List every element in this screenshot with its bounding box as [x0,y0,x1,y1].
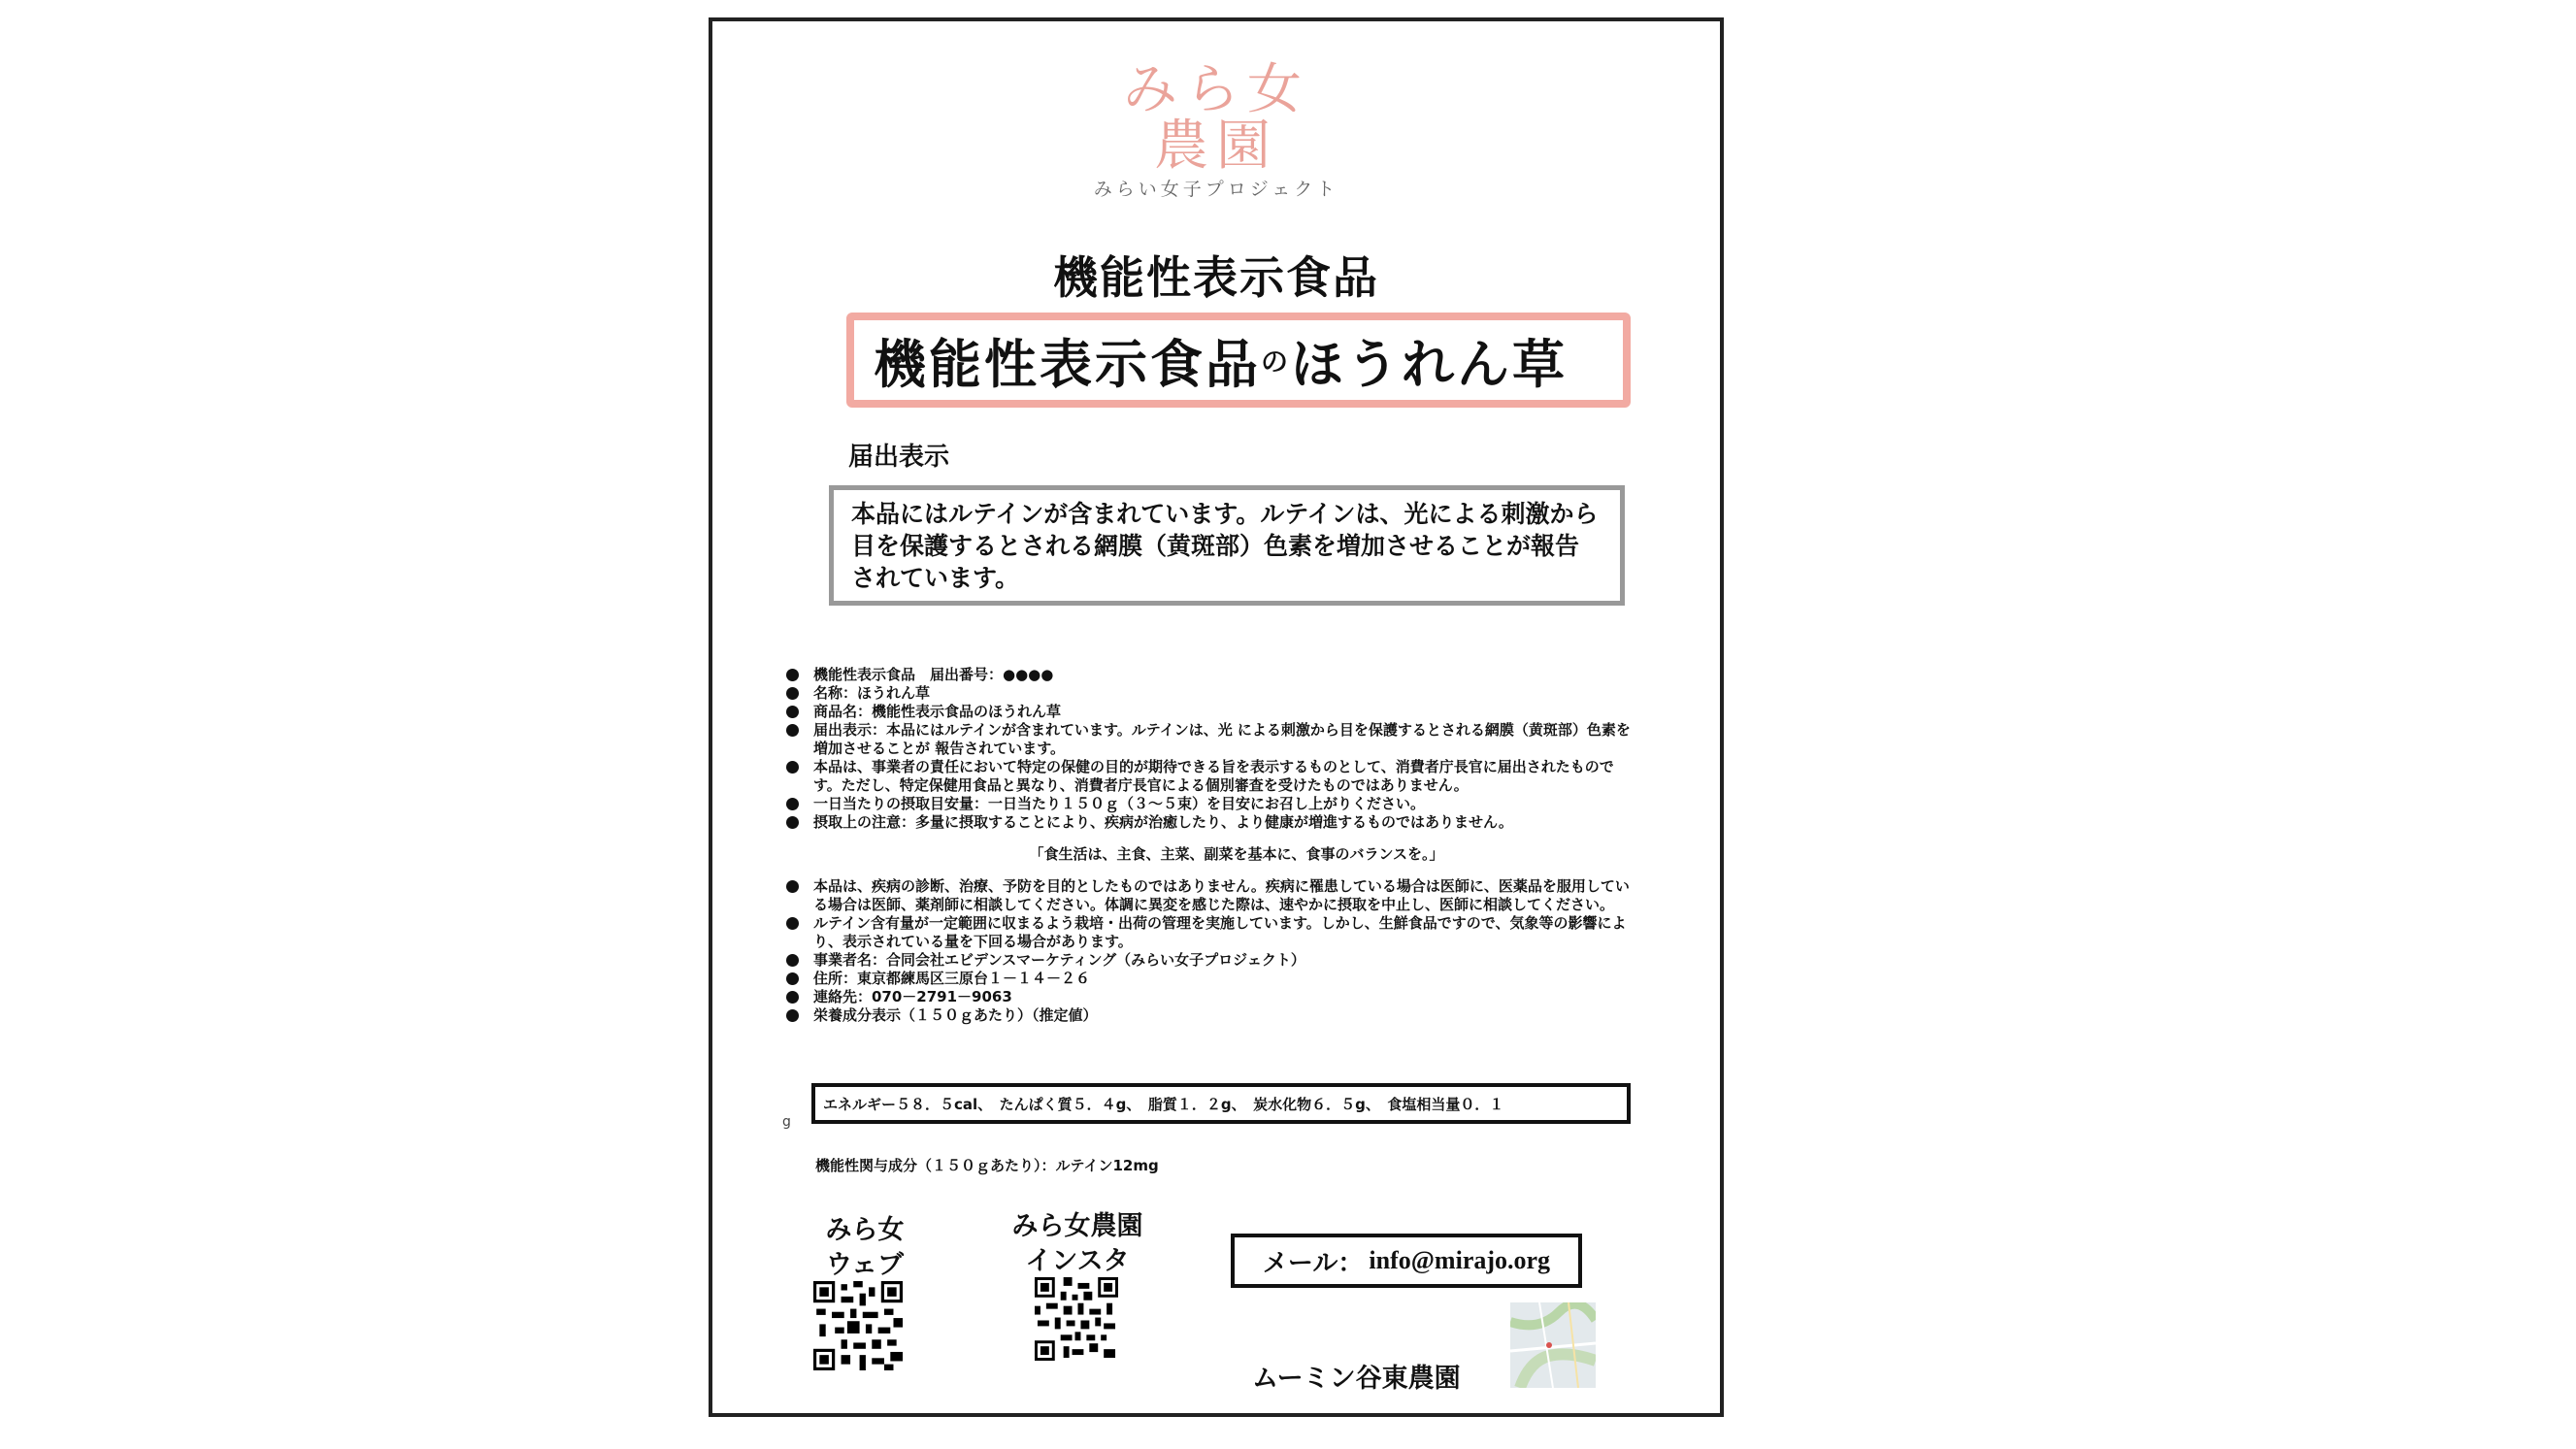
list-item: 届出表示：本品にはルテインが含まれています。ルテインは、光 による刺激から目を保護するとされる網膜（黄斑部）色素を増加させることが 報告されています。 [780,721,1635,758]
qr-insta-code[interactable] [1035,1277,1118,1361]
list-item: 本品は、事業者の責任において特定の保健の目的が期待できる旨を表示するものとして、消費者庁長官に届出されたものです。ただし、特定保健用食品と異なり、消費者庁長官による個別審査を受けたものではありません。 [780,758,1635,795]
list-item: 栄養成分表示（１５０ｇあたり）（推定値） [780,1006,1635,1025]
logo-line1: みら女 [1123,58,1309,121]
bullet-icon [786,798,799,810]
list-item: 一日当たりの摂取目安量：一日当たり１５０ｇ（３～５束）を目安にお召し上がりください。 [780,795,1635,813]
notification-label: 届出表示 [848,443,950,472]
bullet-icon [786,991,799,1004]
qr-web-code[interactable] [813,1281,903,1370]
list-item: 事業者名：合同会社エビデンスマーケティング（みらい女子プロジェクト） [780,951,1635,970]
product-title-name: ほうれん草 [1291,333,1569,395]
nutrition-box [811,1083,1631,1124]
list-item: 連絡先：070－2791－9063 [780,988,1635,1006]
bullet-icon [786,724,799,737]
qr-code-icon [813,1281,903,1370]
bullet-icon [786,816,799,829]
list-item: 本品は、疾病の診断、治療、予防を目的としたものではありません。疾病に罹患している場合は医師に、医薬品を服用している場合は医師、薬剤師に相談してください。体調に異変を感じた際は、速やかに摂取を中止し、医師に相談してください。 [780,877,1635,914]
bullet-icon [786,687,799,700]
mail-label: メール： [1262,1248,1364,1278]
tagline: 「食生活は、主食、主菜、副菜を基本に、食事のバランスを。」 [1029,845,1444,863]
mail-address[interactable]: info@mirajo.org [1369,1246,1551,1274]
label-sheet [709,17,1724,1417]
bullet-icon [786,761,799,774]
map-thumbnail[interactable] [1510,1302,1596,1388]
bullet-icon [786,706,799,718]
list-item: ルテイン含有量が一定範囲に収まるよう栽培・出荷の管理を実施しています。しかし、生鮮食品ですので、気象等の影響により、表示されている量を下回る場合があります。 [780,914,1635,951]
product-title-particle: の [1261,346,1292,378]
nutrition-text: エネルギー５８．５cal、 たんぱく質５．４g、 脂質１．２g、 炭水化物６．５g、 食塩相当量０．１ [823,1095,1504,1113]
map-icon [1510,1302,1596,1388]
info-list [780,666,1635,1025]
qr-code-icon [1035,1277,1118,1361]
list-item: 商品名：機能性表示食品のほうれん草 [780,703,1635,721]
bullet-icon [786,954,799,967]
product-title-box [846,313,1631,408]
list-item: 摂取上の注意：多量に摂取することにより、疾病が治癒したり、より健康が増進するものではありません。 [780,813,1635,832]
bullet-icon [786,669,799,681]
bullet-icon [786,880,799,893]
farm-name: ムーミン谷東農園 [1252,1364,1461,1394]
functional-ingredient: 機能性関与成分（１５０ｇあたり）：ルテイン12mg [815,1157,1159,1174]
stray-char: g [782,1114,791,1130]
logo-subtitle: みらい女子プロジェクト [1093,179,1339,200]
list-item: 機能性表示食品 届出番号：●●●● [780,666,1635,684]
bullet-icon [786,972,799,985]
mail-contact[interactable] [1231,1234,1582,1288]
list-item: 名称：ほうれん草 [780,684,1635,703]
product-title-main: 機能性表示食品 [874,333,1261,395]
claim-box [829,485,1625,606]
bullet-icon [786,1009,799,1022]
qr-insta-label: みら女農園 インスタ [1011,1211,1143,1276]
logo-line2: 農園 [1154,115,1278,178]
page-heading: 機能性表示食品 [1053,251,1379,304]
claim-text: 本品にはルテインが含まれています。ルテインは、光による刺激から目を保護するとされる網膜（黄斑部）色素を増加させることが報告されています。 [851,500,1599,592]
qr-web-label: みら女 ウェブ [825,1215,905,1280]
list-item: 住所：東京都練馬区三原台１－１４－２６ [780,970,1635,988]
bullet-icon [786,917,799,930]
